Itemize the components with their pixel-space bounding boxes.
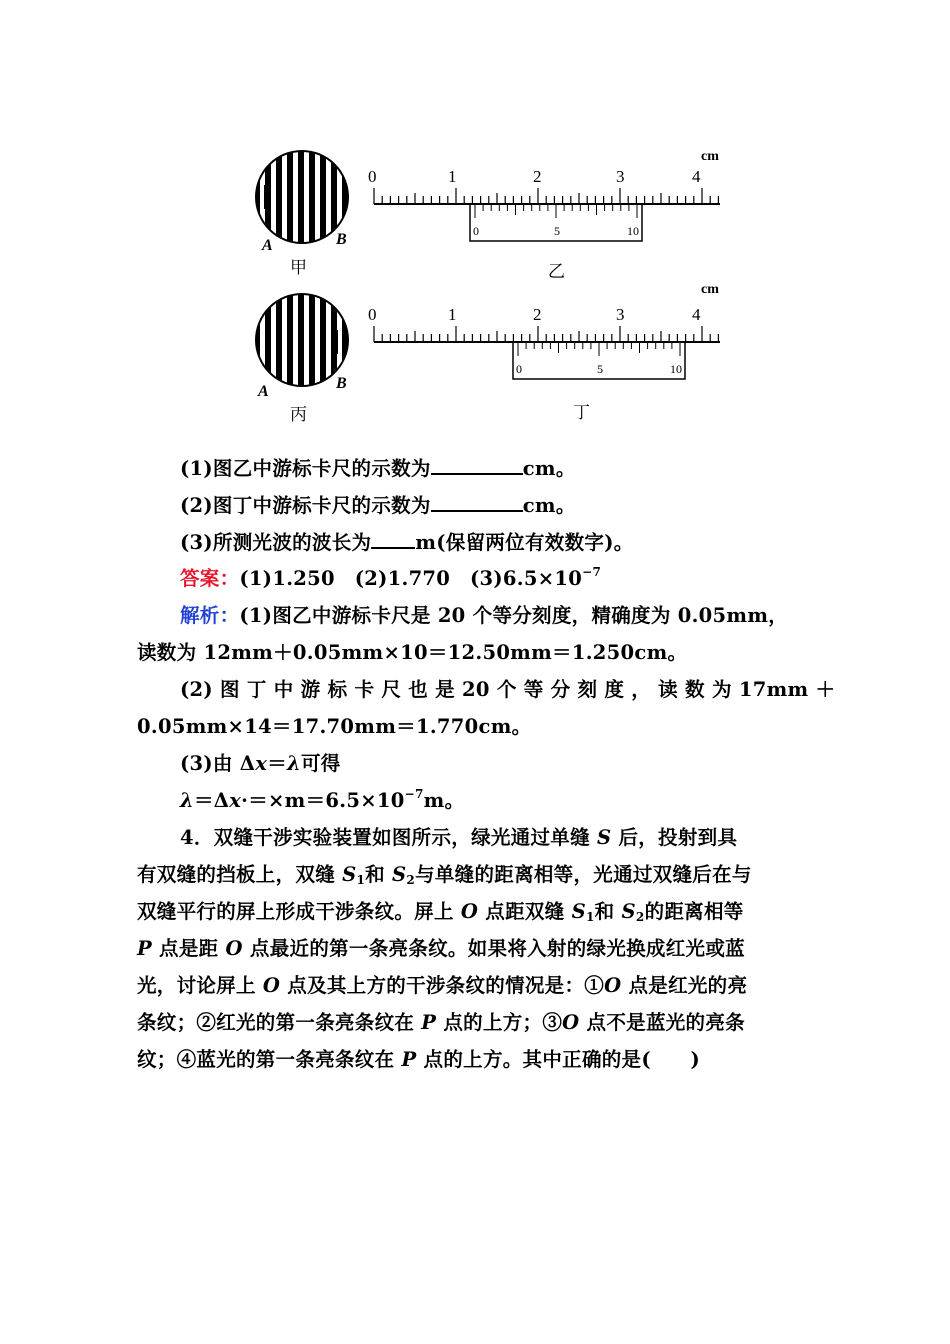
label-A: A xyxy=(258,383,269,400)
label-bing: 丙 xyxy=(290,405,307,424)
var-P: P xyxy=(421,1011,437,1034)
unit-label: cm xyxy=(701,282,719,297)
analysis-text: 可得 xyxy=(300,752,341,775)
var-O: O xyxy=(604,974,622,997)
caliper-ding xyxy=(368,282,720,422)
fringe-stripe xyxy=(309,147,315,247)
var-x: x xyxy=(255,752,268,775)
q3-unit: m(保留两位有效数字)。 xyxy=(415,531,634,554)
problem-text: 点最近的第一条亮条纹。如果将入射的绿光换成红光或蓝 xyxy=(242,937,745,960)
main-scale-number: 4 xyxy=(692,305,701,324)
question-2 xyxy=(180,493,576,518)
answer-text: (1)1.250 (2)1.770 (3)6.5×10 xyxy=(239,567,583,590)
var-lambda: λ xyxy=(287,752,301,775)
analysis-text: (2) 图 丁 中 游 标 卡 尺 也 是 20 个 等 分 刻 度 ， 读 数 为 17mm ＋ xyxy=(180,678,836,701)
subscript: 1 xyxy=(356,873,366,887)
q2-text: (2)图丁中游标卡尺的示数为 xyxy=(180,494,431,517)
problem-text: 4．双缝干涉实验装置如图所示，绿光通过单缝 xyxy=(180,826,597,849)
problem-text: 的距离相等 xyxy=(644,900,744,923)
caliper-yi xyxy=(368,149,720,281)
analysis-text: m。 xyxy=(423,789,465,812)
problem-text: 纹；④蓝光的第一条亮条纹在 xyxy=(137,1048,402,1071)
var-P: P xyxy=(401,1048,417,1071)
fringe-stripe xyxy=(287,147,293,247)
label-yi: 乙 xyxy=(548,262,565,281)
problem-text: 和 xyxy=(365,863,393,886)
problem4-line-4 xyxy=(137,937,745,961)
var-lambda: λ xyxy=(180,789,194,812)
analysis-line-4 xyxy=(137,715,531,739)
problem4-line-3 xyxy=(137,900,744,924)
analysis-text: ·＝×m＝6.5×10 xyxy=(241,789,405,812)
q1-unit: cm。 xyxy=(522,457,576,480)
vernier-number: 0 xyxy=(516,362,522,376)
figure-svg xyxy=(250,140,730,430)
label-B: B xyxy=(336,231,347,248)
subscript: 2 xyxy=(635,910,645,924)
var-O: O xyxy=(562,1011,580,1034)
main-scale-number: 1 xyxy=(448,305,457,324)
main-scale-number: 0 xyxy=(368,305,377,324)
answer-line xyxy=(180,567,601,591)
var-O: O xyxy=(262,974,281,997)
problem-text: 双缝平行的屏上形成干涉条纹。屏上 xyxy=(137,900,461,923)
fringe-stripe xyxy=(309,290,315,390)
main-scale-number: 2 xyxy=(533,167,542,186)
problem4-line-6 xyxy=(137,1011,745,1035)
fringe-stripe xyxy=(320,147,326,247)
label-jia: 甲 xyxy=(290,258,307,277)
var-S1: S xyxy=(342,863,357,886)
analysis-text: ＝Δ xyxy=(193,789,230,812)
unit-label: cm xyxy=(701,149,719,164)
problem-text: 点距双缝 xyxy=(478,900,572,923)
var-S1: S xyxy=(571,900,586,923)
problem-text: 点及其上方的干涉条纹的情况是：① xyxy=(280,974,605,997)
q2-unit: cm。 xyxy=(522,494,576,517)
var-S: S xyxy=(596,826,612,849)
problem-text: 后，投射到具 xyxy=(611,826,738,849)
problem-text: 点不是蓝光的亮条 xyxy=(579,1011,745,1034)
fringe-view-bing xyxy=(254,290,348,424)
vernier-number: 5 xyxy=(597,362,603,376)
analysis-label: 解析： xyxy=(180,604,240,627)
var-O: O xyxy=(460,900,479,923)
answer-label: 答案： xyxy=(180,567,240,590)
var-x: x xyxy=(229,789,242,812)
problem-text: 光，讨论屏上 xyxy=(137,974,263,997)
q1-text: (1)图乙中游标卡尺的示数为 xyxy=(180,457,431,480)
fringe-stripe xyxy=(320,290,326,390)
answer-blank[interactable] xyxy=(431,456,523,475)
fringe-stripe xyxy=(265,290,271,390)
analysis-line-1 xyxy=(180,604,788,628)
q3-text: (3)所测光波的波长为 xyxy=(180,531,372,554)
analysis-text: (3)由 Δ xyxy=(180,752,256,775)
problem-text: 与单缝的距离相等，光通过双缝后在与 xyxy=(415,863,752,886)
var-P: P xyxy=(137,937,152,960)
exponent: −7 xyxy=(404,787,424,801)
problem-text: 有双缝的挡板上，双缝 xyxy=(137,863,343,886)
problem-text: 点的上方。其中正确的是( ) xyxy=(416,1048,701,1071)
problem-text: 点是红光的亮 xyxy=(621,974,748,997)
question-1 xyxy=(180,456,576,481)
analysis-line-6 xyxy=(180,789,464,813)
analysis-line-5 xyxy=(180,752,341,776)
main-scale-number: 2 xyxy=(533,305,542,324)
main-scale-number: 3 xyxy=(616,167,625,186)
problem-text: 条纹；②红光的第一条亮条纹在 xyxy=(137,1011,422,1034)
subscript: 2 xyxy=(406,873,416,887)
crosshair-marker xyxy=(264,185,269,209)
vernier-number: 5 xyxy=(554,224,560,238)
problem4-line-2 xyxy=(137,863,752,887)
crosshair-marker xyxy=(333,330,338,354)
analysis-text: (1)图乙中游标卡尺是 20 个等分刻度，精确度为 0.05mm， xyxy=(239,604,789,627)
problem-text: 点是距 xyxy=(151,937,226,960)
fringe-view-jia xyxy=(254,147,348,277)
analysis-text: 读数为 12mm＋0.05mm×10＝12.50mm＝1.250cm。 xyxy=(137,641,688,664)
subscript: 1 xyxy=(585,910,595,924)
question-3 xyxy=(180,530,634,555)
label-B: B xyxy=(336,375,347,392)
vernier-number: 10 xyxy=(627,224,639,238)
vernier-caliper-figure xyxy=(250,140,730,430)
main-scale-number: 1 xyxy=(448,167,457,186)
analysis-line-3 xyxy=(180,678,835,702)
fringe-stripe xyxy=(276,147,282,247)
answer-blank[interactable] xyxy=(431,493,523,512)
answer-blank[interactable] xyxy=(371,530,415,549)
analysis-text: ＝ xyxy=(267,752,287,775)
analysis-line-2 xyxy=(137,641,687,665)
problem-text: 点的上方；③ xyxy=(436,1011,563,1034)
label-ding: 丁 xyxy=(573,403,590,422)
main-scale-number: 4 xyxy=(692,167,701,186)
var-S2: S xyxy=(392,863,407,886)
problem4-line-7 xyxy=(137,1048,700,1072)
fringe-stripe xyxy=(276,290,282,390)
main-scale-number: 0 xyxy=(368,167,377,186)
problem4-line-5 xyxy=(137,974,747,998)
answer-exponent: −7 xyxy=(582,565,602,579)
analysis-text: 0.05mm×14＝17.70mm＝1.770cm。 xyxy=(137,715,532,738)
problem4-line-1 xyxy=(180,826,737,850)
problem-text: 和 xyxy=(594,900,622,923)
var-S2: S xyxy=(621,900,636,923)
vernier-number: 10 xyxy=(670,362,682,376)
fringe-stripe xyxy=(298,290,304,390)
fringe-stripe xyxy=(287,290,293,390)
label-A: A xyxy=(262,237,273,254)
fringe-stripe xyxy=(298,147,304,247)
vernier-number: 0 xyxy=(473,224,479,238)
main-scale-number: 3 xyxy=(616,305,625,324)
var-O: O xyxy=(225,937,243,960)
